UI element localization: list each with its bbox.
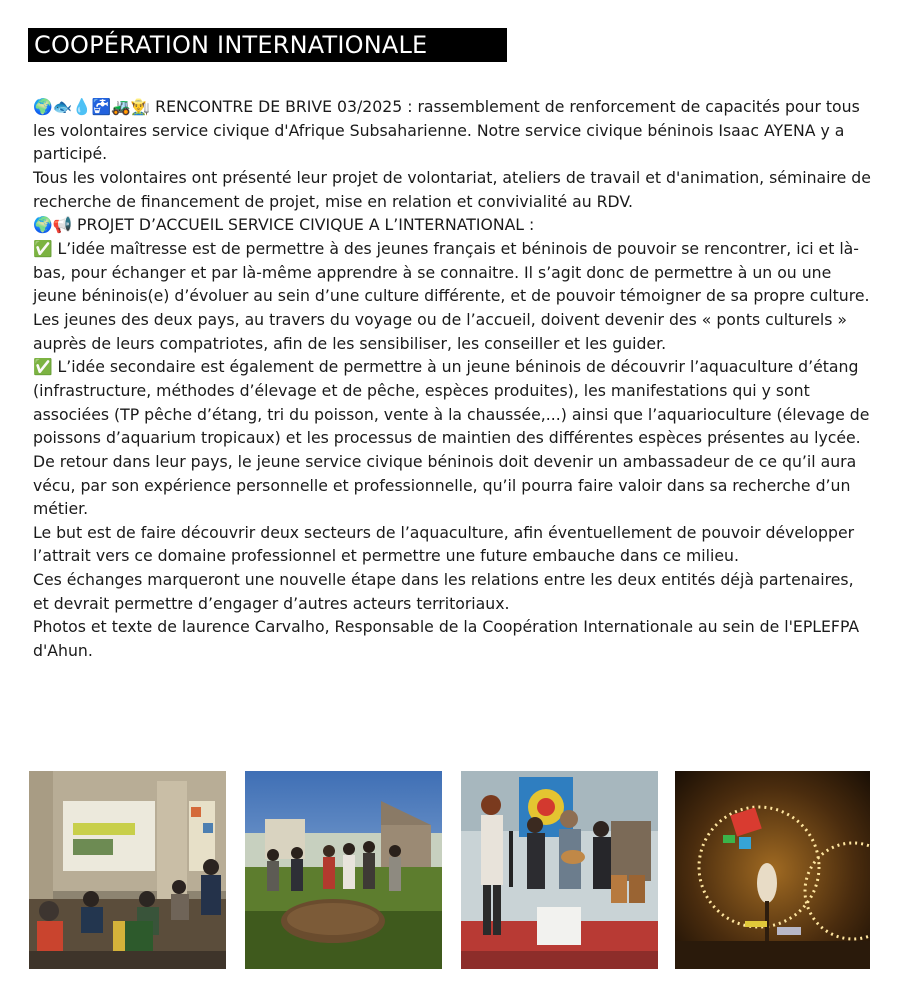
paragraph-idee-secondaire: ✅ L’idée secondaire est également de permettre à un jeune béninois de découvrir l’aquaculture d’étang (infrastructure, méthodes d’élevage et de pêche, espèces produites), les manifestations qui y sont associées (TP pêche d’étang, tri du poisson, vente à la chaussée,...) ainsi que l’aquarioculture (élevage de poissons d’aquarium tropicaux) et les processus de maintien des différentes espèces présentes au lycée. <box>33 357 870 448</box>
paragraph-echanges: Ces échanges marqueront une nouvelle étape dans les relations entre les deux entités déjà partenaires, et devrait permettre d’engager d’autres acteurs territoriaux. <box>33 570 854 613</box>
paragraph-but: Le but est de faire découvrir deux secteurs de l’aquaculture, afin éventuellement de pouvoir développer l’attrait vers ce domaine professionnel et permettre une future embauche dans ce milieu. <box>33 522 855 566</box>
paragraph-volontaires: Tous les volontaires ont présenté leur projet de volontariat, ateliers de travail et d'animation, séminaire de recherche de financement de projet, mise en relation et convivialité au RDV. <box>33 167 871 211</box>
article-text <box>33 95 873 663</box>
photo-gallery <box>29 771 870 969</box>
paragraph-projet-heading: 🌍📢 PROJET D’ACCUEIL SERVICE CIVIQUE A L’INTERNATIONAL : <box>33 215 535 235</box>
paragraph-credits: Photos et texte de laurence Carvalho, Responsable de la Coopération Internationale au sein de l'EPLEFPA d'Ahun. <box>33 617 860 661</box>
paragraph-rencontre-brive: 🌍🐟💧🚰🚜👨‍🌾 RENCONTRE DE BRIVE 03/2025 : rassemblement de renforcement de capacités pour tous les volontaires service civique d'Afrique Subsaharienne. Notre service civique béninois Isaac AYENA y a participé. <box>33 97 860 164</box>
photo-light-installation[interactable] <box>675 771 870 969</box>
section-title: COOPÉRATION INTERNATIONALE <box>28 28 507 62</box>
photo-outdoor-group[interactable] <box>245 771 442 969</box>
paragraph-retour: De retour dans leur pays, le jeune service civique béninois doit devenir un ambassadeur de ce qu’il aura vécu, par son expérience personnelle et professionnelle, qu’il pourra faire valoir dans sa recherche d’un métier. <box>33 451 857 519</box>
paragraph-idee-maitresse: ✅ L’idée maîtresse est de permettre à des jeunes français et béninois de pouvoir se rencontrer, ici et là-bas, pour échanger et par là-même apprendre à se connaitre. Il s’agit donc de permettre à un ou une jeune béninois(e) d’évoluer au sein d’une culture différente, et de pouvoir témoigner de sa propre culture. Les jeunes des deux pays, au travers du voyage ou de l’accueil, doivent devenir des « ponts culturels » auprès de leurs compatriotes, afin de les sensibiliser, les conseiller et les guider. <box>33 238 870 353</box>
photo-music-performance[interactable] <box>461 771 658 969</box>
photo-seminar-room[interactable] <box>29 771 226 969</box>
